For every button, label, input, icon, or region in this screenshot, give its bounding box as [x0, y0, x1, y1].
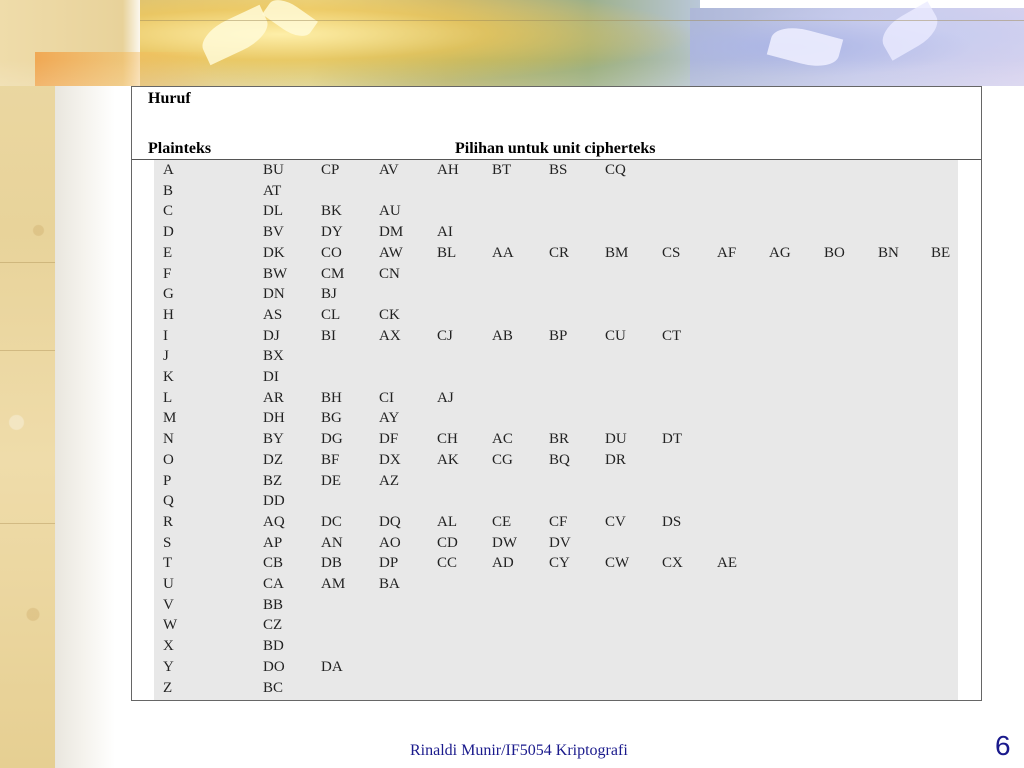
- cipher-code: DU: [605, 431, 627, 448]
- plaintext-letter: J: [163, 348, 169, 365]
- cipher-code: BH: [321, 389, 342, 406]
- cipher-code: DV: [549, 534, 571, 551]
- plaintext-letter: W: [163, 617, 178, 634]
- cipher-code: CQ: [605, 162, 626, 178]
- plaintext-letter: K: [163, 369, 174, 385]
- cipher-code: CG: [492, 451, 513, 468]
- cipher-code: AA: [492, 244, 514, 261]
- cipher-code: DD: [263, 493, 285, 510]
- table-row: [154, 160, 958, 181]
- cipher-code: DF: [379, 431, 399, 448]
- cipher-code: DK: [263, 244, 285, 261]
- table-row: [154, 201, 958, 222]
- table-row: [154, 636, 958, 657]
- plaintext-letter: L: [163, 389, 173, 406]
- plaintext-letter: T: [163, 555, 173, 572]
- table-row: [154, 512, 958, 533]
- table-row: [154, 429, 958, 450]
- cipher-code: BT: [492, 162, 512, 178]
- plaintext-letter: M: [163, 410, 177, 427]
- plaintext-letter: A: [163, 162, 174, 178]
- plaintext-letter: H: [163, 306, 174, 323]
- cipher-code: CM: [321, 265, 345, 282]
- table-row: [154, 657, 958, 678]
- cipher-code: CL: [321, 306, 341, 323]
- table-title: Huruf: [148, 90, 191, 107]
- plaintext-letter: B: [163, 182, 174, 199]
- plaintext-letter: C: [163, 203, 174, 220]
- plaintext-letter: Q: [163, 493, 174, 510]
- plaintext-letter: N: [163, 431, 174, 448]
- cipher-code: CI: [379, 389, 394, 406]
- cipher-code: AL: [437, 513, 457, 530]
- cipher-code: CO: [321, 244, 342, 261]
- cipher-code: AD: [492, 555, 514, 572]
- cipher-code: DT: [662, 431, 682, 448]
- cipher-code: BJ: [321, 286, 337, 303]
- cipher-code: DL: [263, 203, 283, 220]
- cipher-code: CA: [263, 576, 284, 592]
- cipher-code: CF: [549, 513, 568, 530]
- cipher-code: BL: [437, 244, 457, 261]
- cipher-code: AO: [379, 534, 401, 551]
- cipher-code: CC: [437, 555, 458, 572]
- table-row: [154, 574, 958, 595]
- cipher-code: CR: [549, 244, 570, 261]
- divider: [0, 262, 55, 263]
- cipher-code: AK: [437, 451, 459, 468]
- cipher-code: AV: [379, 162, 399, 178]
- cipher-code: BC: [263, 679, 284, 696]
- cipher-code: AI: [437, 224, 453, 241]
- cipher-code: DC: [321, 513, 342, 530]
- cipher-code: BS: [549, 162, 568, 178]
- cipher-code: AJ: [437, 389, 454, 406]
- cipher-code: AC: [492, 431, 513, 448]
- footer-credit: Rinaldi Munir/IF5054 Kriptografi: [410, 742, 628, 759]
- table-row: [154, 181, 958, 202]
- cipher-code: CB: [263, 555, 284, 572]
- plaintext-letter: X: [163, 638, 174, 655]
- cipher-code: CS: [662, 244, 681, 261]
- table-row: [154, 243, 958, 264]
- cipher-code: CU: [605, 327, 626, 344]
- cipher-code: DO: [263, 658, 285, 675]
- cipher-code: BY: [263, 431, 284, 448]
- plaintext-letter: V: [163, 596, 174, 613]
- cipher-code: BA: [379, 576, 400, 592]
- cipher-code: DJ: [263, 327, 280, 344]
- cipher-table: [131, 86, 982, 701]
- cipher-code: AF: [717, 244, 737, 261]
- cipher-code: BN: [878, 244, 899, 261]
- cipher-code: BM: [605, 244, 629, 261]
- cipher-code: DQ: [379, 513, 401, 530]
- cipher-code: CD: [437, 534, 458, 551]
- page-number: 6: [995, 730, 1011, 761]
- divider: [0, 523, 55, 524]
- cipher-code: AU: [379, 203, 401, 220]
- cipher-code: AH: [437, 162, 459, 178]
- cipher-code: AB: [492, 327, 513, 344]
- cipher-code: AW: [379, 244, 403, 261]
- cipher-code: AE: [717, 555, 737, 572]
- cipher-code: CV: [605, 513, 626, 530]
- plaintext-letter: I: [163, 327, 168, 344]
- cipher-code: CP: [321, 162, 340, 178]
- cipher-code: BG: [321, 410, 342, 427]
- sidebar-shadow: [55, 85, 115, 768]
- table-row: [154, 346, 958, 367]
- table-row: [154, 367, 958, 388]
- table-row: [154, 450, 958, 471]
- cipher-code: CJ: [437, 327, 453, 344]
- cipher-code: DB: [321, 555, 342, 572]
- cipher-code: AG: [769, 244, 791, 261]
- plaintext-letter: U: [163, 576, 174, 592]
- ciphertext-column-header: Pilihan untuk unit cipherteks: [455, 140, 656, 157]
- cipher-code: AX: [379, 327, 401, 344]
- cipher-code: BV: [263, 224, 284, 241]
- cipher-code: AZ: [379, 472, 399, 489]
- cipher-code: CY: [549, 555, 570, 572]
- cipher-code: CH: [437, 431, 458, 448]
- cipher-code: DM: [379, 224, 404, 241]
- cipher-code: BB: [263, 596, 284, 613]
- cipher-code: BP: [549, 327, 568, 344]
- cipher-code: CW: [605, 555, 630, 572]
- plaintext-letter: D: [163, 224, 174, 241]
- cipher-code: CX: [662, 555, 683, 572]
- table-row: [154, 388, 958, 409]
- cipher-code: AM: [321, 576, 346, 592]
- cipher-code: DH: [263, 410, 285, 427]
- table-row: [154, 471, 958, 492]
- table-row: [154, 326, 958, 347]
- cipher-code: AT: [263, 182, 282, 199]
- cipher-code: BU: [263, 162, 284, 178]
- cipher-code: AP: [263, 534, 283, 551]
- plaintext-letter: Z: [163, 679, 173, 696]
- cipher-code: AQ: [263, 513, 285, 530]
- table-row: [154, 615, 958, 636]
- plaintext-column-header: Plainteks: [148, 140, 212, 157]
- divider: [0, 350, 55, 351]
- cipher-code: DY: [321, 224, 343, 241]
- cipher-code: BO: [824, 244, 845, 261]
- table-row: [154, 408, 958, 429]
- plaintext-letter: Y: [163, 658, 174, 675]
- cipher-code: DW: [492, 534, 517, 551]
- cipher-code: BI: [321, 327, 336, 344]
- table-row: [154, 533, 958, 554]
- table-row: [154, 264, 958, 285]
- cipher-code: BZ: [263, 472, 283, 489]
- plaintext-letter: P: [163, 472, 172, 489]
- cipher-code: DG: [321, 431, 343, 448]
- table-body: [154, 160, 958, 700]
- cipher-code: DS: [662, 513, 682, 530]
- cipher-code: DE: [321, 472, 341, 489]
- table-row: [154, 305, 958, 326]
- cipher-code: BQ: [549, 451, 570, 468]
- header-banner: [0, 0, 1024, 86]
- plaintext-letter: G: [163, 286, 174, 303]
- cipher-code: DN: [263, 286, 285, 303]
- plaintext-letter: S: [163, 534, 172, 551]
- cipher-code: AY: [379, 410, 400, 427]
- cipher-code: CK: [379, 306, 400, 323]
- banner-fade: [0, 60, 1024, 86]
- cipher-code: BE: [931, 244, 951, 261]
- table-row: [154, 553, 958, 574]
- plaintext-letter: E: [163, 244, 173, 261]
- table-row: [154, 491, 958, 512]
- cipher-code: CN: [379, 265, 400, 282]
- cipher-code: BX: [263, 348, 284, 365]
- cipher-code: BR: [549, 431, 570, 448]
- cipher-code: DP: [379, 555, 399, 572]
- table-row: [154, 595, 958, 616]
- table-row: [154, 284, 958, 305]
- cipher-code: DI: [263, 369, 279, 385]
- table-header: [132, 87, 981, 160]
- plaintext-letter: O: [163, 451, 174, 468]
- table-row: [154, 678, 958, 699]
- cipher-code: AN: [321, 534, 343, 551]
- cipher-code: AR: [263, 389, 284, 406]
- cipher-code: BF: [321, 451, 340, 468]
- cipher-code: DX: [379, 451, 401, 468]
- cipher-code: CZ: [263, 617, 283, 634]
- parchment-sidebar: [0, 0, 55, 768]
- plaintext-letter: F: [163, 265, 172, 282]
- cipher-code: BK: [321, 203, 342, 220]
- cipher-code: DZ: [263, 451, 283, 468]
- cipher-code: BD: [263, 638, 284, 655]
- cipher-code: AS: [263, 306, 283, 323]
- cipher-code: DR: [605, 451, 626, 468]
- cipher-code: BW: [263, 265, 288, 282]
- cipher-code: DA: [321, 658, 343, 675]
- cipher-code: CE: [492, 513, 512, 530]
- table-row: [154, 222, 958, 243]
- plaintext-letter: R: [163, 513, 174, 530]
- cipher-code: CT: [662, 327, 682, 344]
